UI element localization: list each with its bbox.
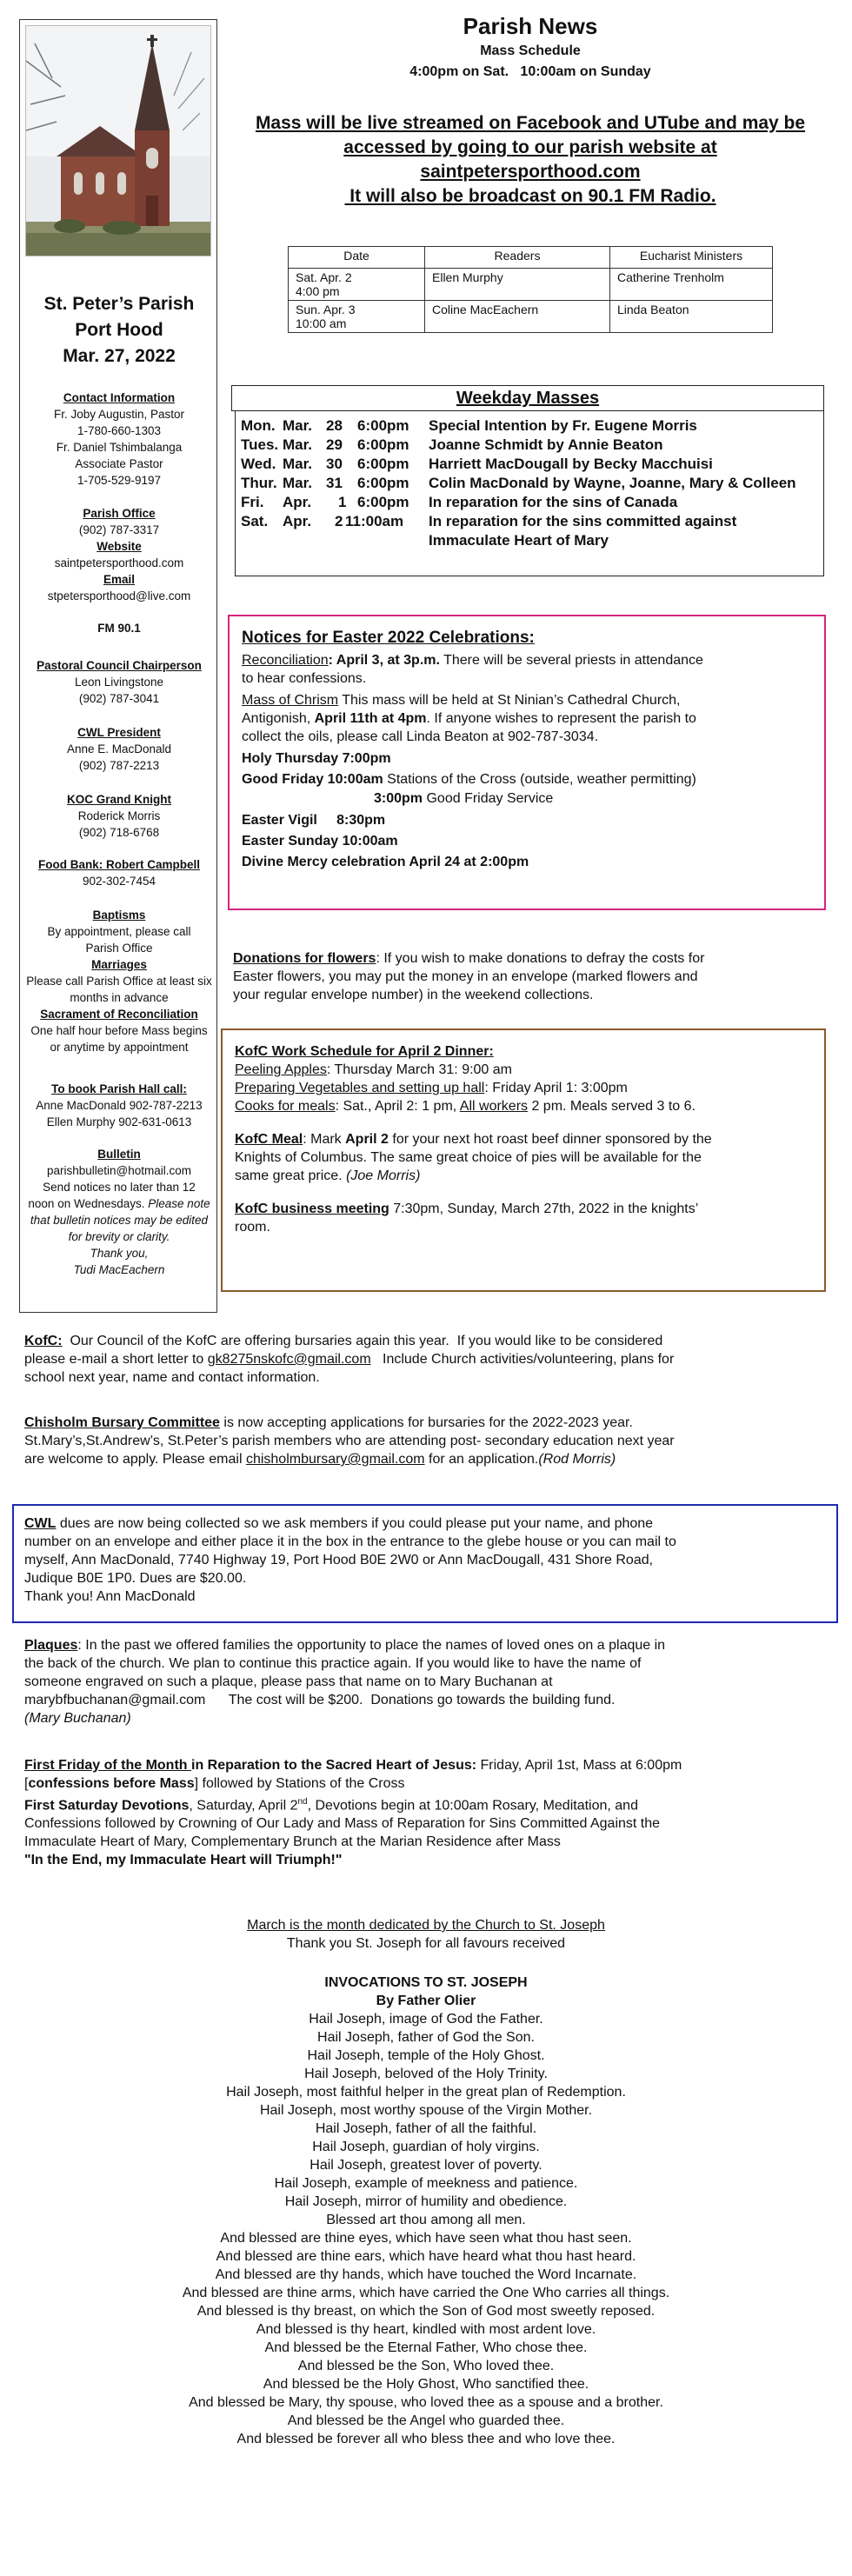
weekday-day: Mon. [241, 417, 276, 434]
plaques-line: marybfbuchanan@gmail.com The cost will be $200. Donations go towards the building fund. [24, 1693, 616, 1707]
table-cell: Linda Beaton [610, 301, 773, 333]
cwl-line: Thank you! Ann MacDonald [24, 1589, 196, 1604]
chrism-label: Mass of Chrism [242, 693, 339, 708]
bursary-label: KofC: [24, 1334, 63, 1348]
office-phone: (902) 787-3317 [78, 523, 160, 536]
pastoral-info [20, 657, 218, 707]
cwl-line: number on an envelope and either place it in the box in the entrance to the glebe house or you can mail to [24, 1534, 676, 1549]
weekday-intention: In reparation for the sins of Canada [429, 494, 678, 510]
plaques-line [24, 1636, 833, 1654]
invocations-list [0, 2010, 852, 2448]
weekday-num: 29 [326, 436, 343, 453]
bulletin-info [20, 1146, 218, 1278]
kofc-line [235, 1200, 698, 1218]
good-friday-label: Good Friday 10:00am [242, 772, 383, 787]
invocation-line: And blessed are thine eyes, which have seen what thou hast seen. [220, 2231, 632, 2246]
invocations-title: INVOCATIONS TO ST. JOSEPH [324, 1975, 528, 1990]
flowers-label: Donations for flowers [233, 951, 376, 966]
bursary-email-link[interactable]: gk8275nskofc@gmail.com [207, 1352, 371, 1367]
bursary-text: Our Council of the KofC are offering bursaries again this year. If you would like to be considered [62, 1334, 663, 1348]
easter-notices-box [228, 615, 826, 910]
invocation-line: And blessed is thy heart, kindled with most ardent love. [256, 2322, 596, 2337]
sacraments-info [20, 907, 218, 1055]
weekday-time: 6:00pm [357, 417, 409, 434]
baptisms-heading: Baptisms [92, 909, 146, 922]
invocation-line: Hail Joseph, temple of the Holy Ghost. [307, 2048, 545, 2063]
kofc-line [235, 1167, 420, 1185]
weekday-month: Mar. [283, 417, 313, 434]
chisholm-text: is now accepting applications for bursaries for the 2022-2023 year. [219, 1415, 633, 1430]
invocation-line: Blessed art thou among all men. [326, 2213, 526, 2227]
radio-freq: FM 90.1 [97, 622, 141, 635]
weekday-masses-box [235, 411, 824, 576]
immaculate-heart-quote: "In the End, my Immaculate Heart will Triumph!" [24, 1853, 343, 1868]
plaques-label: Plaques [24, 1638, 78, 1653]
row-date: Sun. Apr. 3 [296, 303, 356, 316]
cooks-text: : Sat., April 2: 1 pm, [335, 1099, 460, 1114]
table-cell: Ellen Murphy [425, 269, 610, 301]
date-suffix: nd [297, 1797, 308, 1807]
row-time: 10:00 am [296, 316, 347, 330]
first-friday-label: First Friday of the Month [24, 1758, 191, 1773]
veg-text: : Friday April 1: 3:00pm [484, 1081, 628, 1095]
table-cell [289, 269, 425, 301]
invocation-line: And blessed are thine ears, which have heard what thou hast heard. [216, 2249, 636, 2264]
weekday-month: Apr. [283, 494, 312, 510]
kofc-line: room. [235, 1220, 270, 1235]
mass-schedule-heading: Mass Schedule [480, 43, 581, 58]
table-cell: Catherine Trenholm [610, 269, 773, 301]
stream-website[interactable]: saintpetersporthood.com [420, 162, 641, 182]
bulletin-signature: Tudi MacEachern [73, 1263, 165, 1276]
chisholm-signature: (Rod Morris) [538, 1452, 616, 1467]
hall-heading: To book Parish Hall call: [51, 1082, 187, 1095]
kofc-line: Knights of Columbus. The same great choice of pies will be available for the [235, 1150, 702, 1165]
first-friday-text: followed by Stations of the Cross [198, 1776, 405, 1791]
first-friday-label2: in Reparation to the Sacred Heart of Jesus: [191, 1758, 477, 1773]
stream-notice [228, 111, 833, 209]
invocation-line: Hail Joseph, guardian of holy virgins. [312, 2140, 540, 2154]
bulletin-line: Send notices no later than 12 [43, 1181, 196, 1194]
weekday-num: 2 [335, 513, 343, 529]
weekday-intention: Harriett MacDougall by Becky Macchuisi [429, 456, 713, 472]
kofc-line [235, 1061, 512, 1079]
row-date: Sat. Apr. 2 [296, 270, 352, 284]
invocation-line: And blessed are thy hands, which have touched the Word Incarnate. [215, 2267, 637, 2282]
cwl-label: CWL [24, 1516, 57, 1531]
parish-town: Port Hood [75, 320, 163, 340]
invocations-author: By Father Olier [376, 1994, 476, 2008]
good-friday-service [374, 789, 553, 808]
invocation-line: And blessed be the Son, Who loved thee. [297, 2359, 555, 2373]
invocation-line: Hail Joseph, beloved of the Holy Trinity. [304, 2067, 548, 2081]
table-row [289, 269, 773, 301]
first-friday-text: Friday, April 1st, Mass at 6:00pm [476, 1758, 682, 1773]
meeting-text: 7:30pm, Sunday, March 27th, 2022 in the knights’ [389, 1201, 699, 1216]
invocation-line: And blessed be Mary, thy spouse, who loved thee as a spouse and a brother. [189, 2395, 663, 2410]
cwl-line [24, 1514, 831, 1533]
bulletin-heading: Bulletin [97, 1148, 141, 1161]
plaques-notice [24, 1636, 833, 1727]
bursary-line [24, 1350, 833, 1368]
marriages-line: months in advance [70, 991, 169, 1004]
table-header: Readers [425, 247, 610, 269]
bursary-line: school next year, name and contact information. [24, 1370, 320, 1385]
food-bank-info [20, 856, 218, 889]
cwl-phone: (902) 787-2213 [78, 759, 160, 772]
mass-ministry-table [288, 246, 773, 333]
food-bank-phone: 902-302-7454 [82, 875, 156, 888]
invocation-line: Hail Joseph, father of all the faithful. [315, 2121, 537, 2136]
plaques-text: : In the past we offered families the opportunity to place the names of loved ones on a plaque in [77, 1638, 666, 1653]
hall-info [20, 1081, 218, 1130]
mass-times: 4:00pm on Sat. 10:00am on Sunday [409, 64, 651, 79]
kofc-line [235, 1097, 696, 1115]
peeling-label: Peeling Apples [235, 1062, 327, 1077]
easter-line [242, 709, 696, 728]
plaques-signature: (Mary Buchanan) [24, 1711, 131, 1726]
reconciliation-line: One half hour before Mass begins [30, 1024, 208, 1037]
invocation-line: And blessed is thy breast, on which the Son of God most sweetly reposed. [196, 2304, 656, 2319]
weekday-row-continuation: Immaculate Heart of Mary [429, 532, 609, 549]
reconciliation-label: Reconciliation [242, 653, 329, 668]
contact-heading: Contact Information [63, 391, 176, 404]
invocation-line: And blessed be the Angel who guarded thee. [287, 2413, 565, 2428]
bulletin-line: Thank you, [90, 1247, 149, 1260]
chisholm-text: are welcome to apply. Please email [24, 1452, 246, 1467]
holy-thursday: Holy Thursday 7:00pm [242, 751, 391, 766]
easter-title: Notices for Easter 2022 Celebrations: [242, 629, 535, 647]
weekday-month: Mar. [283, 436, 313, 453]
contact-line: 1-705-529-9197 [77, 474, 162, 487]
easter-vigil: Easter Vigil 8:30pm [242, 813, 386, 828]
sidebar [19, 19, 217, 1313]
weekday-day: Wed. [241, 456, 276, 472]
bulletin-note: Please note [148, 1197, 210, 1210]
baptisms-line: By appointment, please call [47, 925, 191, 938]
email-link[interactable]: stpetersporthood@live.com [47, 589, 191, 602]
cwl-line: Judique B0E 1P0. Dues are $20.00. [24, 1571, 247, 1586]
weekday-month: Apr. [283, 513, 312, 529]
chrism-text: Antigonish, [242, 711, 315, 726]
cwl-info [20, 724, 218, 774]
contact-line: Fr. Daniel Tshimbalanga [56, 441, 183, 454]
cwl-name: Anne E. MacDonald [66, 742, 172, 755]
koc-info [20, 791, 218, 841]
kofc-line [235, 1130, 712, 1148]
good-friday-text: Stations of the Cross (outside, weather permitting) [383, 772, 696, 787]
invocation-line: Hail Joseph, example of meekness and patience. [274, 2176, 578, 2191]
confessions-label: confessions before Mass [28, 1776, 195, 1791]
invocation-line: Hail Joseph, father of God the Son. [317, 2030, 535, 2045]
weekday-day: Fri. [241, 494, 264, 510]
first-saturday-text: , Saturday, April 2 [189, 1798, 298, 1814]
flowers-line: Easter flowers, you may put the money in an envelope (marked flowers and [233, 969, 698, 984]
contact-line: Associate Pastor [75, 457, 163, 470]
kofc-bursary-notice [24, 1332, 833, 1387]
weekday-intention: Colin MacDonald by Wayne, Joanne, Mary & Colleen [429, 475, 796, 491]
weekday-intention: Special Intention by Fr. Eugene Morris [429, 417, 697, 434]
reconciliation-text: There will be several priests in attendance [439, 653, 703, 668]
first-saturday-line [24, 1793, 833, 1814]
meeting-label: KofC business meeting [235, 1201, 389, 1216]
invocation-line: Hail Joseph, most faithful helper in the great plan of Redemption. [226, 2085, 626, 2100]
contact-line: Fr. Joby Augustin, Pastor [53, 408, 185, 421]
good-friday-text: Good Friday Service [423, 791, 554, 806]
easter-sunday: Easter Sunday 10:00am [242, 834, 398, 849]
chisholm-line [24, 1450, 833, 1468]
weekday-intention: In reparation for the sins committed against [429, 513, 737, 529]
joseph-month-line [0, 1916, 852, 1934]
flowers-text: : If you wish to make donations to defray the costs for [376, 951, 705, 966]
cwl-dues-box [12, 1504, 838, 1623]
hall-line: Ellen Murphy 902-631-0613 [46, 1115, 192, 1128]
weekday-intention: Joanne Schmidt by Annie Beaton [429, 436, 663, 453]
peeling-text: : Thursday March 31: 9:00 am [326, 1062, 512, 1077]
meal-signature: (Joe Morris) [346, 1168, 421, 1183]
easter-line: collect the oils, please call Linda Beaton at 902-787-3034. [242, 729, 599, 744]
veg-label: Preparing Vegetables and setting up hall [235, 1081, 485, 1095]
bursary-text: please e-mail a short letter to [24, 1352, 208, 1367]
first-saturday-label: First Saturday Devotions [24, 1798, 190, 1814]
invocation-line: And blessed be the Holy Ghost, Who sanctified thee. [263, 2377, 589, 2392]
plaques-line: the back of the church. We plan to continue this practice again. If you would like to have the name of [24, 1656, 642, 1671]
cooks-text: 2 pm. Meals served 3 to 6. [528, 1099, 696, 1114]
easter-line [242, 651, 703, 669]
contact-info [20, 389, 218, 489]
weekday-masses-title [231, 385, 824, 411]
weekday-time: 6:00pm [357, 475, 409, 491]
invocation-line: Hail Joseph, most worthy spouse of the Virgin Mother. [259, 2103, 593, 2118]
weekday-month: Mar. [283, 456, 313, 472]
chisholm-bursary-notice [24, 1414, 833, 1468]
flowers-notice [233, 949, 833, 1004]
first-saturday-text: , Devotions begin at 10:00am Rosary, Meditation, and [307, 1798, 638, 1814]
cwl-line: myself, Ann MacDonald, 7740 Highway 19, Port Hood B0E 2W0 or Ann MacDougall, 431 Shore Road, [24, 1553, 654, 1568]
reconciliation-when: : April 3, at 3p.m. [328, 653, 440, 668]
invocation-line: Hail Joseph, mirror of humility and obedience. [284, 2194, 568, 2209]
chrism-text: This mass will be held at St Ninian’s Cathedral Church, [338, 693, 681, 708]
food-bank-heading: Food Bank: Robert Campbell [37, 858, 200, 871]
marriages-line: Please call Parish Office at least six [26, 975, 212, 988]
plaques-line: someone engraved on such a plaque, please pass that name on to Mary Buchanan at [24, 1674, 553, 1689]
chrism-text: . If anyone wishes to represent the parish to [426, 711, 696, 726]
weekday-time: 6:00pm [357, 494, 409, 510]
weekday-day: Tues. [241, 436, 279, 453]
good-friday-time: 3:00pm [374, 791, 423, 806]
kofc-schedule-box [221, 1028, 826, 1292]
parish-name: St. Peter’s Parish [43, 294, 195, 314]
marriages-heading: Marriages [91, 958, 147, 971]
meal-date: April 2 [345, 1132, 389, 1147]
table-cell: Coline MacEachern [425, 301, 610, 333]
kofc-schedule-title: KofC Work Schedule for April 2 Dinner: [235, 1044, 494, 1059]
bulletin-deadline: noon on Wednesdays. [28, 1197, 145, 1210]
divine-mercy: Divine Mercy celebration April 24 at 2:00pm [242, 855, 529, 869]
cwl-text: dues are now being collected so we ask members if you could please put your name, and phone [56, 1516, 654, 1531]
invocation-line: And blessed be forever all who bless thee and who love thee. [236, 2432, 616, 2446]
invocation-line: And blessed be the Eternal Father, Who chose thee. [264, 2340, 588, 2355]
weekday-time: 6:00pm [357, 456, 409, 472]
stream-line: accessed by going to our parish website at [343, 137, 717, 157]
bursary-line [24, 1332, 833, 1350]
pastoral-phone: (902) 787-3041 [78, 692, 160, 705]
weekday-day: Thur. [241, 475, 277, 491]
bulletin-line [20, 1195, 218, 1212]
email-heading: Email [103, 573, 136, 586]
table-header-row [289, 247, 773, 269]
meal-text: same great price. [235, 1168, 347, 1183]
chisholm-label: Chisholm Bursary Committee [24, 1415, 220, 1430]
church-photo [25, 25, 211, 256]
reconciliation-line: or anytime by appointment [50, 1041, 189, 1054]
table-header: Eucharist Ministers [610, 247, 773, 269]
reconciliation-heading: Sacrament of Reconciliation [40, 1008, 198, 1021]
first-friday-line: [confessions before Mass] followed by Stations of the Cross [24, 1776, 405, 1791]
weekday-time: 6:00pm [357, 436, 409, 453]
cwl-heading: CWL President [77, 726, 161, 739]
row-time: 4:00 pm [296, 284, 340, 298]
bursary-text: Include Church activities/volunteering, plans for [370, 1352, 675, 1367]
baptisms-line: Parish Office [85, 942, 153, 955]
meal-text: : Mark [303, 1132, 346, 1147]
cooks-label: Cooks for meals [235, 1099, 336, 1114]
website-link[interactable]: saintpetersporthood.com [54, 556, 184, 569]
bulletin-line: for brevity or clarity. [68, 1230, 170, 1243]
stream-line: Mass will be live streamed on Facebook and UTube and may be [255, 113, 806, 133]
easter-line [242, 691, 681, 709]
weekday-time: 11:00am [345, 513, 404, 529]
weekday-title-text: Weekday Masses [456, 389, 600, 408]
first-saturday-line: Immaculate Heart of Mary, Complementary Brunch at the Marian Residence after Mass [24, 1834, 561, 1850]
weekday-num: 30 [326, 456, 343, 472]
page-title: Parish News [463, 13, 598, 39]
chisholm-line [24, 1414, 833, 1432]
first-friday-notice [24, 1756, 833, 1869]
chisholm-text: for an application. [424, 1452, 539, 1467]
bulletin-email[interactable]: parishbulletin@hotmail.com [46, 1164, 192, 1177]
weekday-num: 31 [326, 475, 343, 491]
easter-line: to hear confessions. [242, 671, 367, 686]
joseph-thanks: Thank you St. Joseph for all favours received [286, 1936, 566, 1951]
cwl-notice [24, 1514, 831, 1606]
weekday-month: Mar. [283, 475, 313, 491]
contact-line: 1-780-660-1303 [77, 424, 162, 437]
pastoral-name: Leon Livingstone [74, 676, 164, 689]
chrism-date: April 11th at 4pm [314, 711, 427, 726]
kofc-line [235, 1079, 628, 1097]
invocation-line: Hail Joseph, image of God the Father. [309, 2012, 543, 2027]
hall-line: Anne MacDonald 902-787-2213 [36, 1099, 203, 1112]
office-heading: Parish Office [83, 507, 156, 520]
office-info [20, 505, 218, 604]
stream-line: It will also be broadcast on 90.1 FM Radio. [344, 186, 716, 206]
flowers-line [233, 949, 833, 968]
first-saturday-line: Confessions followed by Crowning of Our Lady and Mass of Reparation for Sins Committed Against the [24, 1816, 661, 1832]
flowers-line: your regular envelope number) in the weekend collections. [233, 988, 594, 1002]
weekday-num: 28 [326, 417, 343, 434]
weekday-day: Sat. [241, 513, 269, 529]
chisholm-line: St.Mary’s,St.Andrew’s, St.Peter’s parish members who are attending post- secondary education next year [24, 1434, 675, 1448]
invocation-line: Hail Joseph, greatest lover of poverty. [310, 2158, 542, 2173]
pastoral-heading: Pastoral Council Chairperson [37, 659, 202, 672]
website-heading: Website [97, 540, 142, 553]
koc-name: Roderick Morris [77, 809, 161, 822]
bulletin-line: that bulletin notices may be edited [30, 1214, 209, 1227]
table-row [289, 301, 773, 333]
bulletin-date: Mar. 27, 2022 [63, 346, 176, 366]
first-friday-line [24, 1756, 833, 1774]
table-cell [289, 301, 425, 333]
meal-label: KofC Meal [235, 1132, 303, 1147]
meal-text: for your next hot roast beef dinner sponsored by the [388, 1132, 712, 1147]
joseph-month-text: March is the month dedicated by the Church to St. Joseph [247, 1918, 605, 1933]
invocation-line: And blessed are thine arms, which have carried the One Who carries all things. [182, 2286, 670, 2300]
good-friday [242, 770, 696, 789]
weekday-num: 1 [338, 494, 347, 510]
koc-heading: KOC Grand Knight [67, 793, 171, 806]
koc-phone: (902) 718-6768 [78, 826, 160, 839]
table-header: Date [289, 247, 425, 269]
workers-label: All workers [459, 1099, 529, 1114]
chisholm-email-link[interactable]: chisholmbursary@gmail.com [245, 1452, 425, 1467]
